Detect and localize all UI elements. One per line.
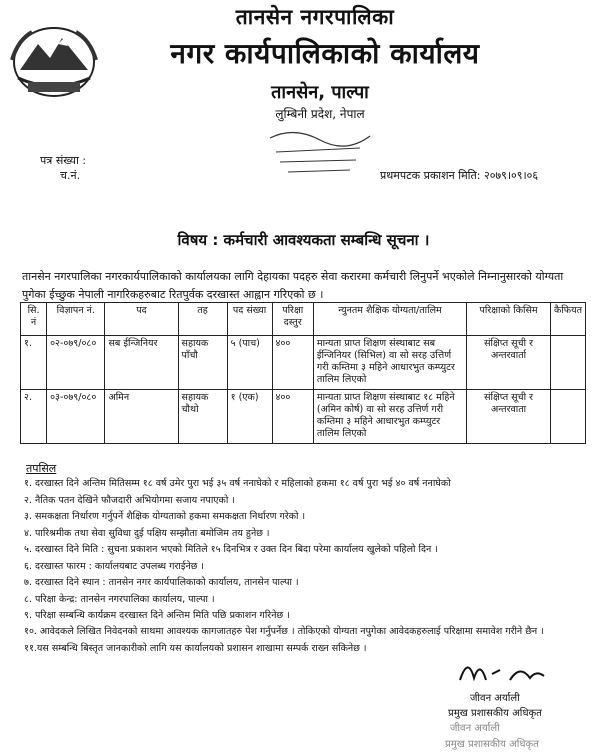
vacancy-table <box>20 302 586 444</box>
cell-level: सहायक चौथो <box>178 390 227 444</box>
signatory-title: प्रमुख प्रशासकीय अधिकृत <box>448 708 542 719</box>
col-ad-no: विज्ञापन नं. <box>47 303 105 336</box>
table-header-row <box>21 303 586 336</box>
notice-intro: तानसेन नगरपालिका नगरकार्यपालिकाको कार्यालयका लागि देहायका पदहरु सेवा करारमा कर्मचारी लिनुपर्ने भएकोले निम्नानुसारको योग्यता पुगेका ईच्छुक नेपाली नागरिकहरुबाट रितपुर्वक दरखास्त आह्वान गरिएको छ । <box>22 270 564 301</box>
list-item: ५. दरखास्त दिने मिति : सुचना प्रकाशन भएको मितिले १५ दिनभित्र र उक्त दिन बिदा परेमा कार्यालय खुलेको पहिलो दिन । <box>24 544 438 555</box>
cell-level: सहायक पाँचौ <box>178 336 227 390</box>
table-row <box>21 390 586 444</box>
notes-list <box>24 476 590 657</box>
cell-post: सब ईन्जिनियर <box>105 336 178 390</box>
col-level: तह <box>178 303 227 336</box>
cell-remarks <box>550 390 585 444</box>
stamp-signatory-name: जीवन अर्याली <box>450 723 500 734</box>
cell-sn: २. <box>21 390 47 444</box>
list-item: ८. परिक्षा केन्द्र: तानसेन नगरपालिका कार्यालय, पाल्पा । <box>24 593 215 605</box>
office-seal-stamp <box>264 118 376 188</box>
handwritten-signature <box>440 650 560 694</box>
cell-sn: १. <box>21 336 47 390</box>
col-count: पद संख्या <box>227 303 272 336</box>
notes-heading: तपसिल <box>26 462 57 475</box>
col-exam-type: परिक्षाको किसिम <box>467 303 551 336</box>
cell-exam-type: संक्षिप्त सूची र अन्तरवाता <box>467 390 551 444</box>
cell-count: १ (एक) <box>227 390 272 444</box>
nepal-emblem-icon <box>8 20 100 102</box>
list-item: ९. परिक्षा सम्बन्धि कार्यक्रम दरखास्त दिने अन्तिम मिति पछि प्रकाशन गरिनेछ । <box>24 610 290 621</box>
cell-remarks <box>550 336 585 390</box>
col-qualification: न्युनतम शैक्षिक योग्यता/तालिम <box>313 303 466 336</box>
cell-count: ५ (पाच) <box>227 336 272 390</box>
cell-fee: ४०० <box>272 336 313 390</box>
list-item: २. नैतिक पतन देखिने फौजदारी अभियोगमा सजाय नपाएको । <box>24 494 235 506</box>
list-item: ११.यस सम्बन्धि बिस्तृत जानकारीको लागि यस कार्यालयको प्रशासन शाखामा सम्पर्क राख्न सकिनेछ । <box>24 642 367 654</box>
cell-exam-type: संक्षिप्त सूची र अन्तरवार्ता <box>467 336 551 390</box>
stamp-signatory-title: प्रमुख प्रशासकीय अधिकृत <box>445 739 539 750</box>
notice-subject: विषय : कर्मचारी आवश्यकता सम्बन्धि सूचना । <box>177 231 430 249</box>
letter-number-label: पत्र संख्या : <box>40 154 87 167</box>
list-item: ७. दरखास्त दिने स्थान : तानसेन नगर कार्यपालिकाको कार्यालय, तानसेन पाल्पा । <box>24 577 299 588</box>
cell-qualification: मान्यता प्राप्त शिक्षण संस्थाबाट सब ईन्जिनियर (सिभिल) वा सो सरह उत्तिर्ण गरी कम्तिमा ३ महिने आधारभुत कम्प्युटर तालिम लिएको <box>313 336 466 390</box>
list-item: १०. आवेदकले लिखित निवेदनको साथमा आवश्यक कागजातहरु पेश गर्नुपर्नेछ । तोकिएको योग्यता नपुगेका आवेदकहरुलाई परिक्षामा समावेश गरीने छैन । <box>24 625 544 637</box>
cell-ad-no: ०३-०७९/०८० <box>47 390 105 444</box>
col-fee: परिक्षा दस्तुर <box>272 303 313 336</box>
dispatch-number-label: च.नं. <box>60 169 81 182</box>
first-published-date: प्रथमपटक प्रकाशन मिति: २०७९।०९।०६ <box>380 169 539 182</box>
col-sn: सि. नं <box>21 303 47 336</box>
cell-qualification: मान्यता प्राप्त शिक्षण संस्थाबाट १८ महिने (अमिन कोर्ष) वा सो सरह उत्तिर्ण गरी कम्तिमा ३ महिने आधारभुत कम्प्युटर तालिम लिएको <box>313 390 466 444</box>
office-location: तानसेन, पाल्पा <box>271 82 369 103</box>
cell-fee: ४०० <box>272 390 313 444</box>
col-post: पद <box>105 303 178 336</box>
municipality-name: तानसेन नगरपालिका <box>235 5 395 29</box>
province-name: लुम्बिनी प्रदेश, नेपाल <box>275 107 365 121</box>
list-item: १. दरखास्त दिने अन्तिम मितिसम्म १८ वर्ष उमेर पुरा भई ३५ वर्ष ननाघेको र महिलाको हकमा १८ वर्ष पुरा भई ४० वर्ष ननाघेको <box>24 478 451 489</box>
list-item: ६. दरखास्त फारम : कार्यालयबाट उपलब्ध गराईनेछ । <box>24 560 205 572</box>
office-title: नगर कार्यपालिकाको कार्यालय <box>170 37 480 70</box>
cell-ad-no: ०२-०७९/०८० <box>47 336 105 390</box>
list-item: ४. पारिश्रमीक तथा सेवा सुविधा दुई पक्षिय सम्झौता बमोजिम तय हुनेछ । <box>24 527 270 539</box>
cell-post: अमिन <box>105 390 178 444</box>
list-item: ३. समकक्षता निर्धारण गर्नुपर्ने शैक्षिक योग्यताको हकमा समकक्षता निर्धारण गरेको । <box>24 511 306 522</box>
signatory-name: जीवन अर्याली <box>470 693 520 704</box>
col-remarks: कैफियत <box>550 303 585 336</box>
table-row <box>21 336 586 390</box>
